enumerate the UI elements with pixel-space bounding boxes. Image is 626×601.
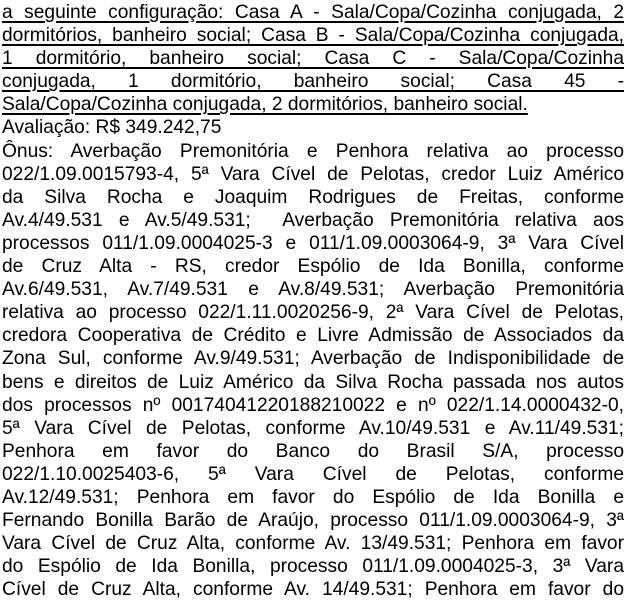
paragraph-valuation — [2, 116, 624, 139]
text-line: dos processos nº 00174041220188210022 e nº 022/1.14.0000432-0, — [2, 394, 624, 416]
text-line: conjugada, 1 dormitório, banheiro social; Casa 45 - — [2, 71, 624, 93]
text-line: Fernando Bonilla Barão de Araújo, processo 011/1.09.0003064-9, 3ª — [2, 510, 624, 532]
text-line: Zona Sul, conforme Av.9/49.531; Averbação de Indisponibilidade de — [2, 348, 624, 370]
paragraph-property-description — [2, 1, 624, 116]
text-line: Sala/Copa/Cozinha conjugada, 2 dormitórios, banheiro social. — [2, 94, 528, 116]
text-line: Ônus: Averbação Premonitória e Penhora relativa ao processo — [2, 140, 624, 162]
text-line: Av.6/49.531, Av.7/49.531 e Av.8/49.531; Averbação Premonitória — [2, 279, 624, 301]
text-line: do Espólio de Ida Bonilla, processo 011/1.09.0004025-3, 3ª Vara — [2, 556, 624, 578]
text-line: processos 011/1.09.0004025-3 e 011/1.09.0003064-9, 3ª Vara Cível — [2, 232, 624, 254]
text-line: Cível de Cruz Alta, conforme Av. 14/49.531; Penhora em favor do — [2, 579, 624, 601]
text-line: relativa ao processo 022/1.11.0020256-9, 2ª Vara Cível de Pelotas, — [2, 302, 624, 324]
text-line: Penhora em favor do Banco do Brasil S/A, processo — [2, 440, 624, 462]
text-line: Av.12/49.531; Penhora em favor do Espólio de Ida Bonilla e — [2, 486, 624, 508]
text-line: 022/1.10.0025403-6, 5ª Vara Cível de Pelotas, conforme — [2, 463, 624, 485]
text-line: 1 dormitório, banheiro social; Casa C - Sala/Copa/Cozinha — [2, 48, 624, 70]
text-line: Avaliação: R$ 349.242,75 — [2, 117, 222, 139]
text-line: 022/1.09.0015793-4, 5ª Vara Cível de Pelotas, credor Luiz Américo — [2, 163, 624, 185]
text-line: de Cruz Alta - RS, credor Espólio de Ida Bonilla, conforme — [2, 256, 624, 278]
paragraph-liens — [2, 140, 624, 601]
text-line: dormitórios, banheiro social; Casa B - Sala/Copa/Cozinha conjugada, — [2, 25, 624, 47]
text-line: da Silva Rocha e Joaquim Rodrigues de Freitas, conforme — [2, 186, 624, 208]
text-line: a seguinte configuração: Casa A - Sala/Copa/Cozinha conjugada, 2 — [2, 2, 624, 23]
text-line: 5ª Vara Cível de Pelotas, conforme Av.10/49.531 e Av.11/49.531; — [2, 417, 624, 439]
text-line: Av.4/49.531 e Av.5/49.531; Averbação Premonitória relativa aos — [2, 209, 624, 231]
text-line: bens e direitos de Luiz Américo da Silva Rocha passada nos autos — [2, 371, 624, 393]
text-line: Vara Cível de Cruz Alta, conforme Av. 13/49.531; Penhora em favor — [2, 533, 624, 555]
text-line: credora Cooperativa de Crédito e Livre Admissão de Associados da — [2, 325, 624, 347]
